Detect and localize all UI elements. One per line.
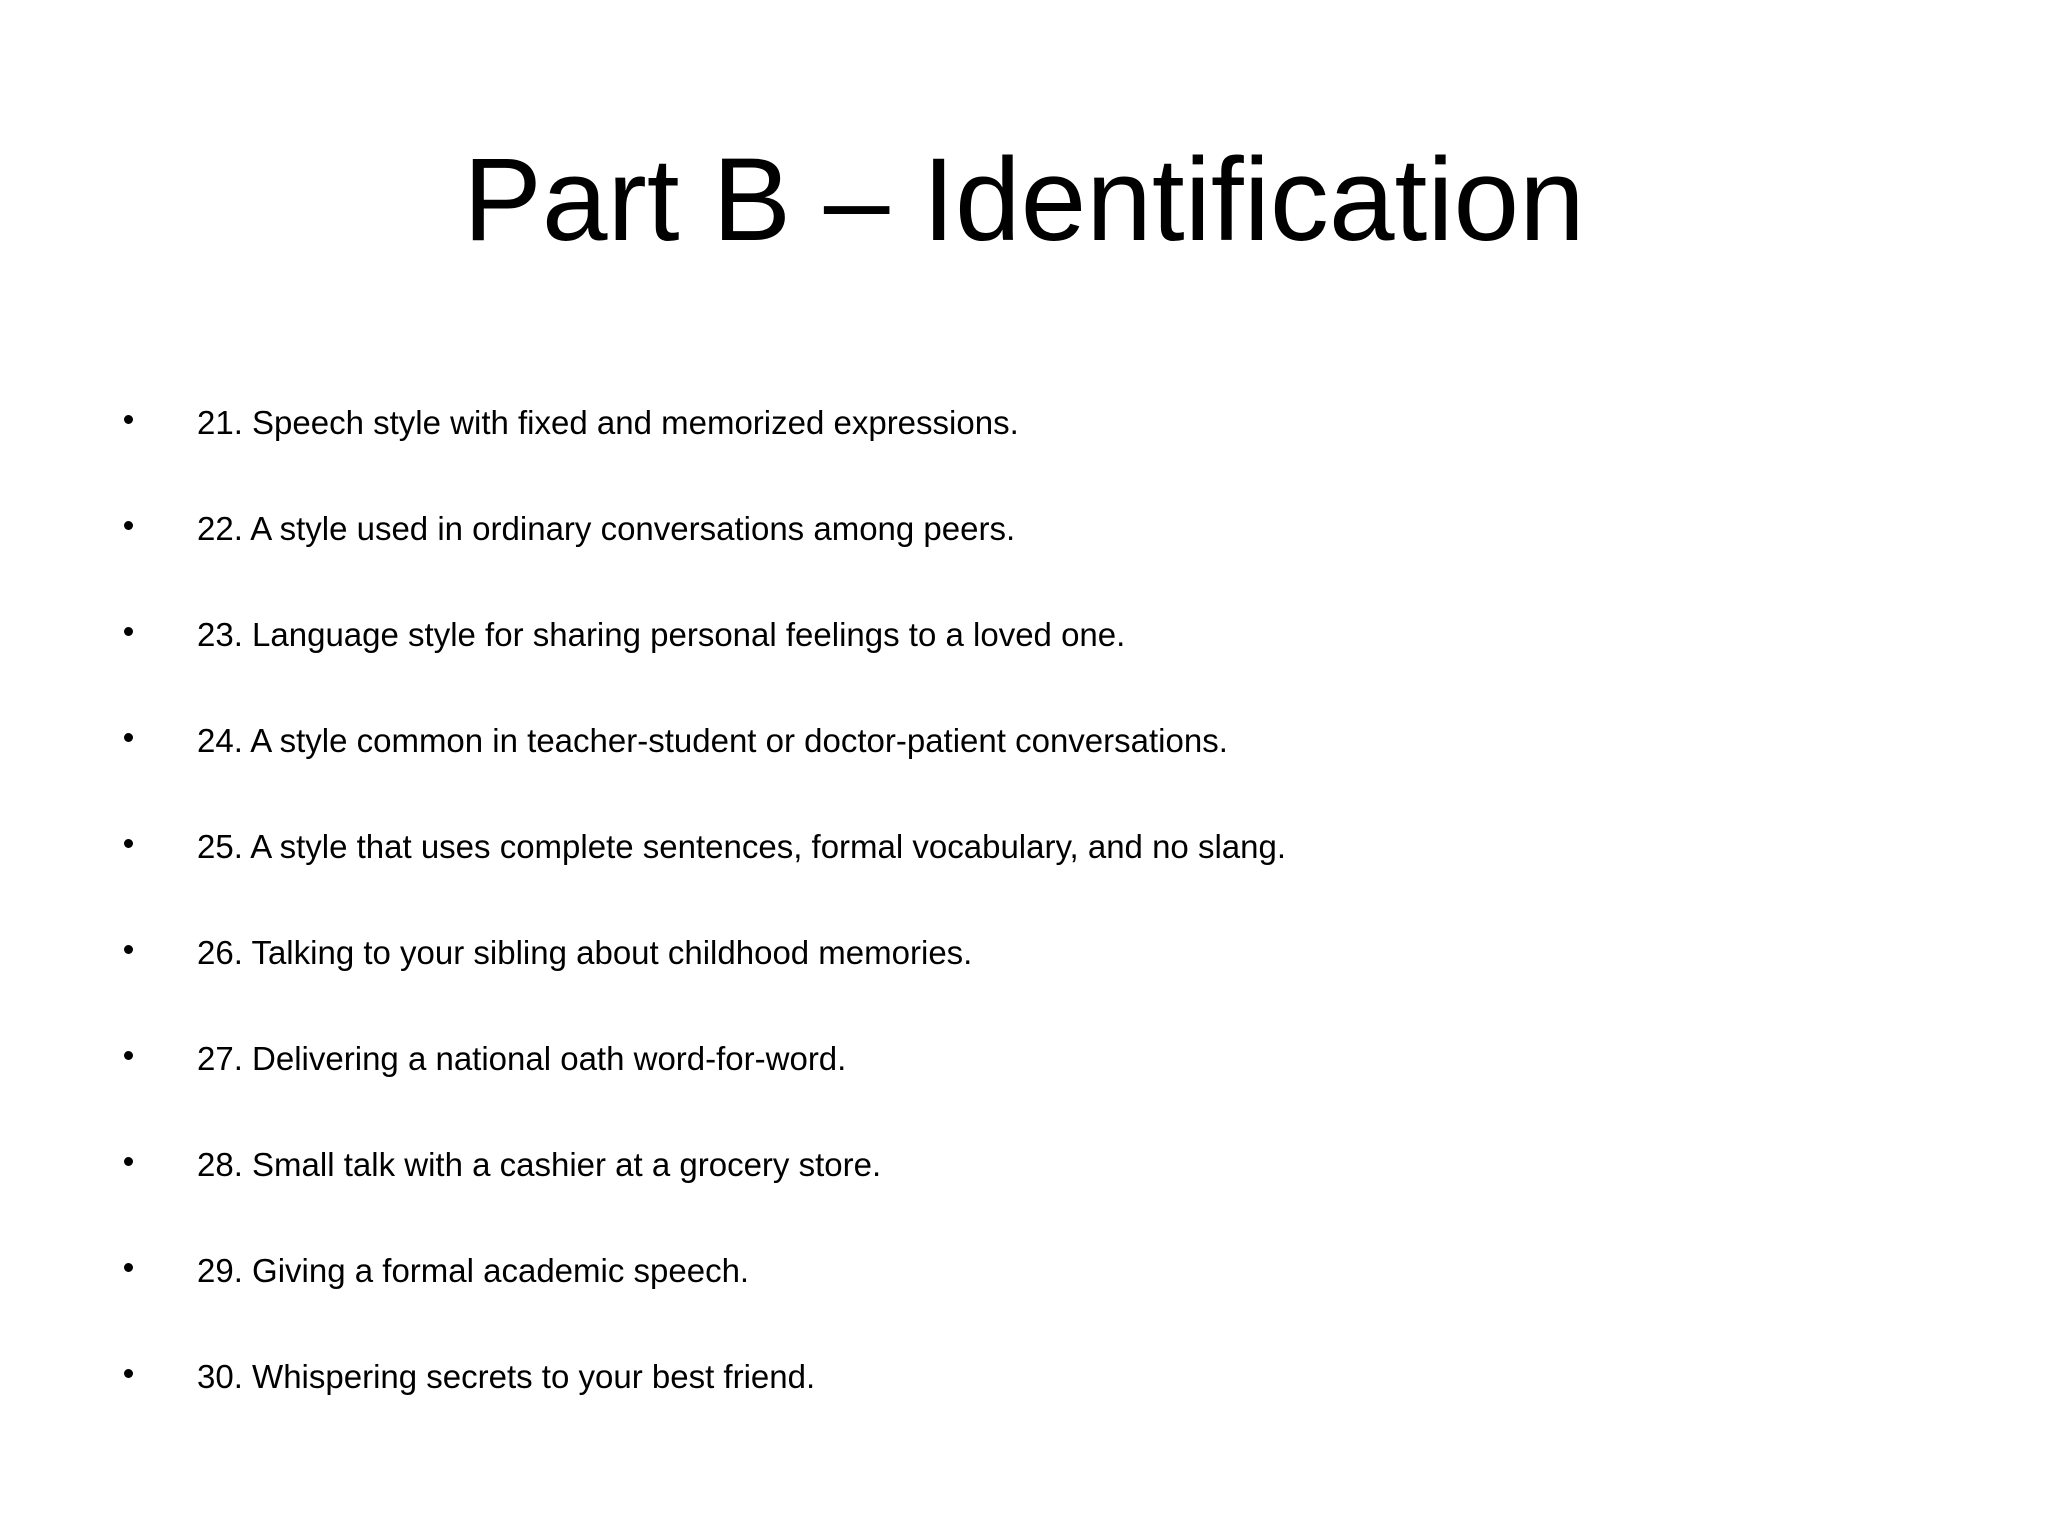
question-text: 30. Whispering secrets to your best friend. [197,1358,816,1395]
bullet-icon [124,1157,133,1166]
list-item [124,794,1924,900]
question-text: 24. A style common in teacher-student or doctor-patient conversations. [197,722,1228,759]
list-item [124,1324,1924,1430]
list-item [124,370,1924,476]
list-item [124,900,1924,1006]
question-text: 29. Giving a formal academic speech. [197,1252,750,1289]
list-item [124,688,1924,794]
bullet-icon [124,733,133,742]
question-text: 23. Language style for sharing personal feelings to a loved one. [197,616,1126,653]
list-item [124,582,1924,688]
question-text: 21. Speech style with fixed and memorized expressions. [197,404,1019,441]
question-list [124,370,1924,1430]
bullet-icon [124,1369,133,1378]
question-text: 27. Delivering a national oath word-for-word. [197,1040,847,1077]
question-text: 28. Small talk with a cashier at a grocery store. [197,1146,882,1183]
bullet-icon [124,521,133,530]
bullet-icon [124,1263,133,1272]
slide-title: Part B – Identification [463,134,1585,266]
list-item [124,1218,1924,1324]
bullet-icon [124,415,133,424]
list-item [124,476,1924,582]
list-item [124,1006,1924,1112]
bullet-icon [124,839,133,848]
bullet-icon [124,1051,133,1060]
question-text: 26. Talking to your sibling about childhood memories. [197,934,973,971]
bullet-icon [124,627,133,636]
question-text: 25. A style that uses complete sentences, formal vocabulary, and no slang. [197,828,1287,865]
list-item [124,1112,1924,1218]
bullet-icon [124,945,133,954]
question-text: 22. A style used in ordinary conversations among peers. [197,510,1016,547]
